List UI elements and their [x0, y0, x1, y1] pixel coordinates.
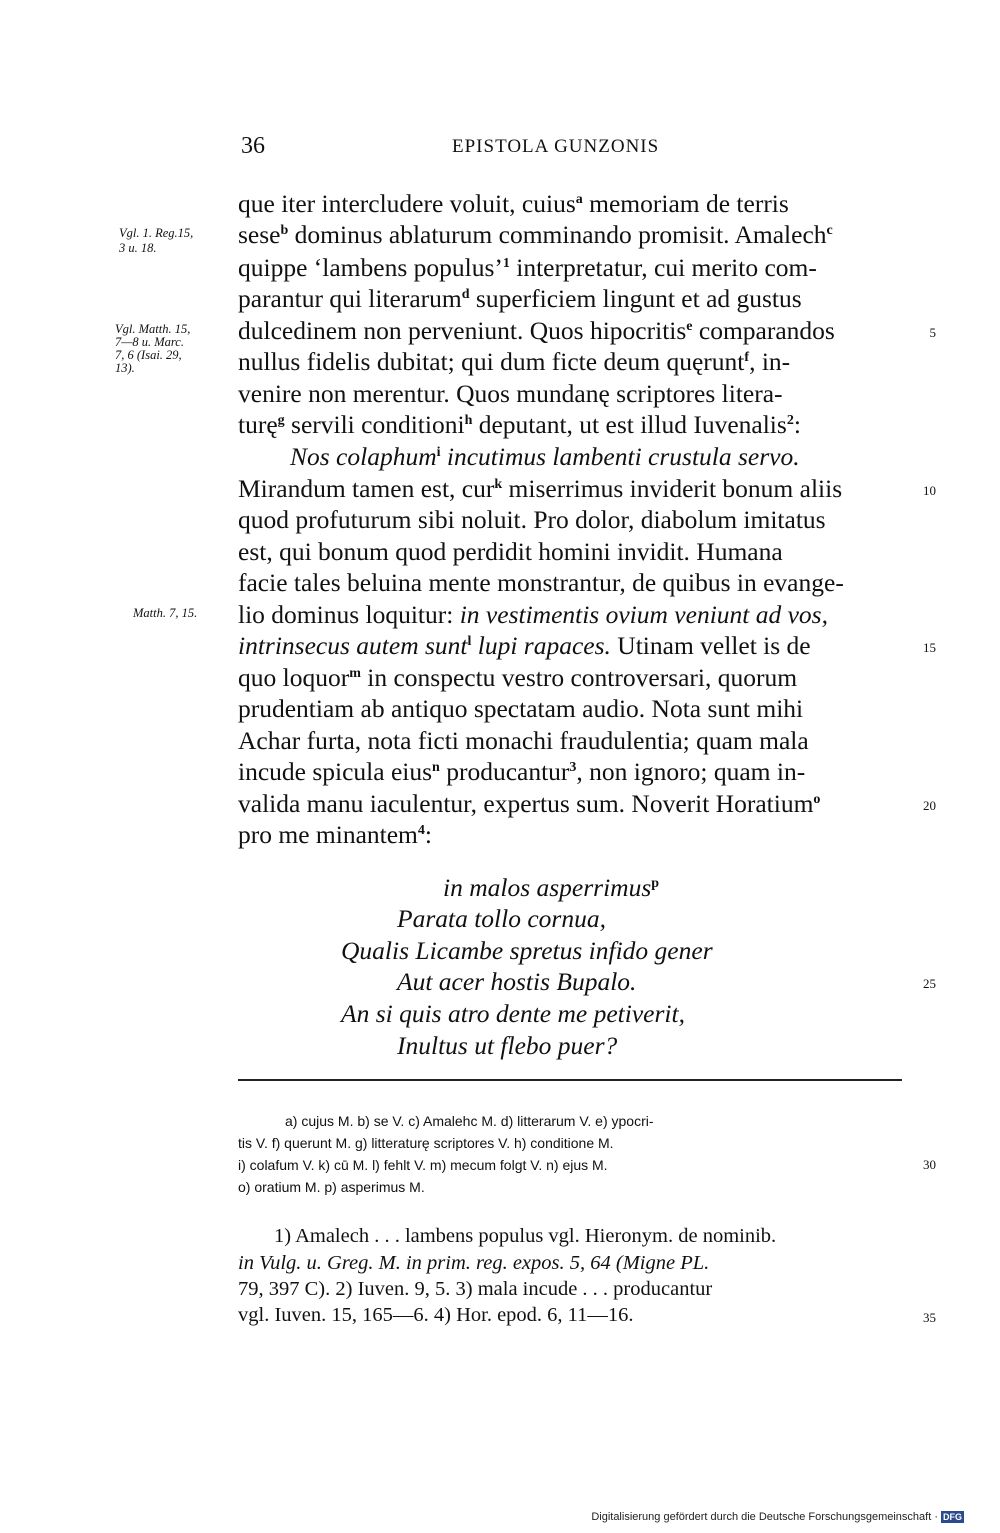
text-line: prudentiam ab antiquo spectatam audio. Nota sunt mihi	[238, 694, 804, 723]
text-line: quippe ‘lambens populus’$^1$ interpretatur, cui merito com-	[238, 253, 817, 282]
quotation-line: Nos colaphum$^i$ incutimus lambenti crustula servo.	[290, 442, 800, 471]
margin-note: Vgl. 1. Reg.15, 3 u. 18.	[119, 226, 194, 255]
line-number: 10	[923, 483, 936, 498]
line-number: 30	[923, 1157, 936, 1172]
text-line: que iter intercludere voluit, cuius$^a$ memoriam de terris	[238, 189, 789, 218]
verse-line: Qualis Licambe spretus infido gener	[341, 936, 713, 965]
dfg-logo: DFG	[943, 1512, 962, 1522]
text-line: est, qui bonum quod perdidit homini invidit. Humana	[238, 537, 783, 566]
verse-line: An si quis atro dente me petiverit,	[341, 999, 685, 1028]
variant-line: a) cujus M. b) se V. c) Amalehc M. d) litterarum V. e) ypocri-	[285, 1113, 654, 1129]
footnote-rule	[238, 1079, 902, 1081]
note-line: 79, 397 C). 2) Iuven. 9, 5. 3) mala incude . . . producantur	[238, 1278, 713, 1300]
text-line: quo loquor$^m$ in conspectu vestro controversari, quorum	[238, 663, 798, 692]
text-line: quod profuturum sibi noluit. Pro dolor, diabolum imitatus	[238, 505, 826, 534]
text-line: venire non merentur. Quos mundanę scriptores litera-	[238, 379, 783, 408]
digitization-credit: Digitalisierung gefördert durch die Deutsche Forschungsgemeinschaft · DFG	[591, 1511, 962, 1523]
verse-line: Parata tollo cornua,	[397, 904, 606, 933]
text-line: Achar furta, nota ficti monachi fraudulentia; quam mala	[238, 726, 809, 755]
text-line: dulcedinem non perveniunt. Quos hipocritis$^e$ comparandos	[238, 316, 835, 345]
text-line: pro me minantem$^4$:	[238, 820, 432, 849]
line-number: 20	[923, 798, 936, 813]
text-line: sese$^b$ dominus ablaturum comminando promisit. Amalech$^c$	[238, 220, 833, 249]
variant-line: tis V. f) querunt M. g) litteraturę scriptores V. h) conditione M.	[238, 1135, 614, 1151]
verse-line: Inultus ut flebo puer?	[397, 1031, 618, 1060]
variant-line: i) colafum V. k) cū M. l) fehlt V. m) mecum folgt V. n) ejus M.	[238, 1157, 608, 1173]
text-line: valida manu iaculentur, expertus sum. Noverit Horatium$^o$	[238, 789, 821, 818]
text-line: intrinsecus autem sunt$^l$ lupi rapaces. Utinam vellet is de	[238, 631, 811, 660]
note-line: vgl. Iuven. 15, 165—6. 4) Hor. epod. 6, 11—16.	[238, 1304, 634, 1326]
page-number: 36	[241, 133, 265, 159]
margin-note: Matth. 7, 15.	[133, 606, 198, 620]
text-line: turę$^g$ servili conditioni$^h$ deputant, ut est illud Iuvenalis$^2$:	[238, 410, 801, 439]
text-line: nullus fidelis dubitat; qui dum ficte deum quęrunt$^f$, in-	[238, 347, 791, 376]
note-line: 1) Amalech . . . lambens populus vgl. Hieronym. de nominib.	[274, 1225, 777, 1247]
text-line: Mirandum tamen est, cur$^k$ miserrimus inviderit bonum aliis	[238, 474, 843, 503]
text-line: lio dominus loquitur: in vestimentis ovium veniunt ad vos,	[238, 600, 828, 629]
variant-line: o) oratium M. p) asperimus M.	[238, 1179, 425, 1195]
margin-note: Vgl. Matth. 15, 7—8 u. Marc. 7, 6 (Isai. 29, 13).	[115, 322, 191, 375]
line-number: 5	[929, 325, 936, 340]
line-number: 35	[923, 1310, 936, 1325]
verse-line: in malos asperrimus$^p$	[443, 873, 660, 902]
text-line: facie tales beluina mente monstrantur, de quibus in evange-	[238, 568, 844, 597]
note-line: in Vulg. u. Greg. M. in prim. reg. expos. 5, 64 (Migne PL.	[238, 1252, 710, 1274]
text-line: parantur qui literarum$^d$ superficiem lingunt et ad gustus	[238, 284, 802, 313]
line-number: 15	[923, 640, 936, 655]
verse-line: Aut acer hostis Bupalo.	[397, 967, 637, 996]
line-number: 25	[923, 976, 936, 991]
text-line: incude spicula eius$^n$ producantur$^3$, non ignoro; quam in-	[238, 757, 806, 786]
running-title: EPISTOLA GUNZONIS	[452, 136, 660, 157]
